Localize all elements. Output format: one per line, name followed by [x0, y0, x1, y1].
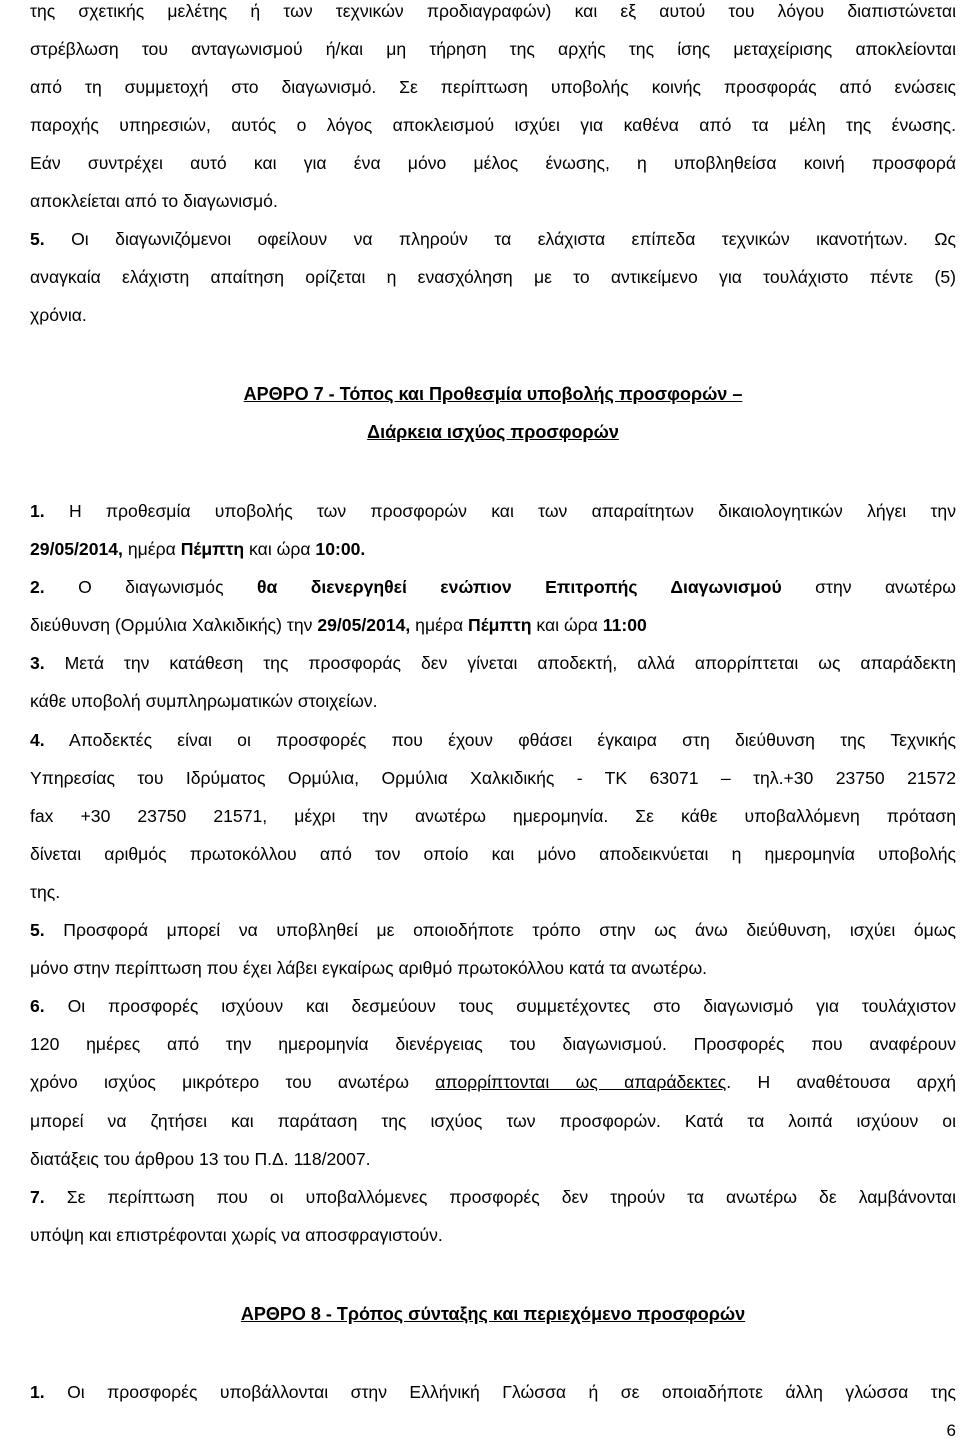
item-text: χρόνο ισχύος μικρότερο του ανωτέρω [30, 1072, 436, 1092]
item-number: 5. [30, 920, 45, 940]
item-number: 5. [30, 229, 45, 249]
paragraph-line: στρέβλωση του ανταγωνισμού ή/και μη τήρηση της αρχής της ίσης μεταχείρισης αποκλείονται [30, 39, 956, 59]
paragraph-line: από τη συμμετοχή στο διαγωνισμό. Σε περίπτωση υποβολής κοινής προσφοράς από ενώσεις [30, 77, 956, 97]
item-5-line: χρόνια. [30, 305, 87, 325]
item-number: 3. [30, 653, 45, 673]
article-7-item-2 [30, 576, 956, 598]
item-5-line: αναγκαία ελάχιστη απαίτηση ορίζεται η ενασχόληση με το αντικείμενο για τουλάχιστο πέντε (5) [30, 267, 956, 287]
item-number: 1. [30, 501, 45, 521]
deadline-time: 10:00. [315, 539, 366, 559]
opening-time: 11:00 [602, 615, 647, 635]
item-text: Αποδεκτές είναι οι προσφορές που έχουν φθάσει έγκαιρα στη διεύθυνση της Τεχνικής [68, 730, 956, 750]
article-7-title: ΑΡΘΡΟ 7 - Τόπος και Προθεσμία υποβολής προσφορών – [243, 384, 743, 404]
article-8-title: ΑΡΘΡΟ 8 - Τρόπος σύνταξης και περιεχόμενο προσφορών [240, 1304, 746, 1324]
item-text: Σε περίπτωση που οι υποβαλλόμενες προσφορές δεν τηρούν τα ανωτέρω δε λαμβάνονται [66, 1187, 957, 1207]
article-7-item-5: μόνο στην περίπτωση που έχει λάβει εγκαίρως αριθμό πρωτοκόλλου κατά τα ανωτέρω. [30, 958, 708, 978]
article-7-item-4: δίνεται αριθμός πρωτοκόλλου από τον οποίο και μόνο αποδεικνύεται η ημερομηνία υποβολής [30, 844, 956, 864]
item-text: Μετά την κατάθεση της προσφοράς δεν γίνεται αποδεκτή, αλλά απορρίπτεται ως απαράδεκτη [64, 653, 956, 673]
paragraph-line: της σχετικής μελέτης ή των τεχνικών προδιαγραφών) και εξ αυτού του λόγου διαπιστώνεται [30, 1, 956, 21]
article-7-item-7: υπόψη και επιστρέφονται χωρίς να αποσφραγιστούν. [30, 1225, 443, 1245]
page-number: 6 [946, 1421, 956, 1440]
paragraph-line: αποκλείεται από το διαγωνισμό. [30, 191, 278, 211]
article-7-item-4: της. [30, 882, 61, 902]
article-8-item-1 [30, 1381, 956, 1403]
article-7-item-7 [30, 1186, 956, 1208]
item-text: ημέρα [410, 615, 469, 635]
article-7-item-1 [30, 500, 956, 522]
item-text: Η προθεσμία υποβολής των προσφορών και των απαραίτητων δικαιολογητικών λήγει την [68, 501, 956, 521]
item-text: ημέρα [122, 539, 181, 559]
opening-day: Πέμπτη [468, 615, 532, 635]
article-7-item-3 [30, 652, 956, 674]
item-text: Οι προσφορές ισχύουν και δεσμεύουν τους συμμετέχοντες στο διαγωνισμό για τουλάχιστον [67, 996, 957, 1016]
deadline-day: Πέμπτη [180, 539, 245, 559]
item-text: Οι διαγωνιζόμενοι οφείλουν να πληρούν τα ελάχιστα επίπεδα τεχνικών ικανοτήτων. Ως [71, 229, 957, 249]
rejection-text: απορρίπτονται ως απαράδεκτες [435, 1072, 727, 1092]
article-7-item-6: 120 ημέρες από την ημερομηνία διενέργειας του διαγωνισμού. Προσφορές που αναφέρουν [30, 1034, 956, 1054]
article-7-item-6 [30, 1071, 956, 1093]
article-7-item-6 [30, 995, 956, 1017]
item-number: 4. [30, 730, 45, 750]
article-7-item-6: διατάξεις του άρθρου 13 του Π.Δ. 118/2007. [30, 1149, 371, 1169]
committee-text: θα διενεργηθεί ενώπιον Επιτροπής Διαγωνισμού [256, 577, 782, 597]
item-text: Προσφορά μπορεί να υποβληθεί με οποιοδήποτε τρόπο στην ως άνω διεύθυνση, ισχύει όμως [63, 920, 956, 940]
opening-date: 29/05/2014, [317, 615, 411, 635]
article-7-subtitle: Διάρκεια ισχύος προσφορών [367, 422, 619, 442]
deadline-date: 29/05/2014, [30, 539, 123, 559]
article-7-item-3: κάθε υποβολή συμπληρωματικών στοιχείων. [30, 691, 378, 711]
item-number: 1. [30, 1382, 45, 1402]
article-7-item-4: fax +30 23750 21571, μέχρι την ανωτέρω ημερομηνία. Σε κάθε υποβαλλόμενη πρόταση [30, 806, 956, 826]
item-text: στην ανωτέρω [781, 577, 956, 597]
article-7-item-1 [30, 538, 956, 560]
item-text: . Η αναθέτουσα αρχή [726, 1072, 956, 1092]
item-5-line [30, 228, 956, 250]
paragraph-line: Εάν συντρέχει αυτό και για ένα μόνο μέλος ένωσης, η υποβληθείσα κοινή προσφορά [30, 153, 956, 173]
item-text: και ώρα [244, 539, 316, 559]
item-text: και ώρα [531, 615, 603, 635]
article-7-item-6: μπορεί να ζητήσει και παράταση της ισχύος των προσφορών. Κατά τα λοιπά ισχύουν οι [30, 1111, 956, 1131]
item-number: 2. [30, 577, 45, 597]
item-number: 6. [30, 996, 45, 1016]
item-text: Οι προσφορές υποβάλλονται στην Ελλήνική Γλώσσα ή σε οποιαδήποτε άλλη γλώσσα της [67, 1382, 956, 1402]
article-7-item-4 [30, 729, 956, 751]
item-text: Ο διαγωνισμός [78, 577, 257, 597]
item-number: 7. [30, 1187, 45, 1207]
article-7-item-5 [30, 919, 956, 941]
article-7-item-2 [30, 614, 956, 636]
article-7-item-4: Υπηρεσίας του Ιδρύματος Ορμύλια, Ορμύλια Χαλκιδικής - ΤΚ 63071 – τηλ.+30 23750 21572 [30, 768, 956, 788]
paragraph-line: παροχής υπηρεσιών, αυτός ο λόγος αποκλεισμού ισχύει για καθένα από τα μέλη της ένωσης. [30, 115, 956, 135]
item-text: διεύθυνση (Ορμύλια Χαλκιδικής) την [30, 615, 318, 635]
